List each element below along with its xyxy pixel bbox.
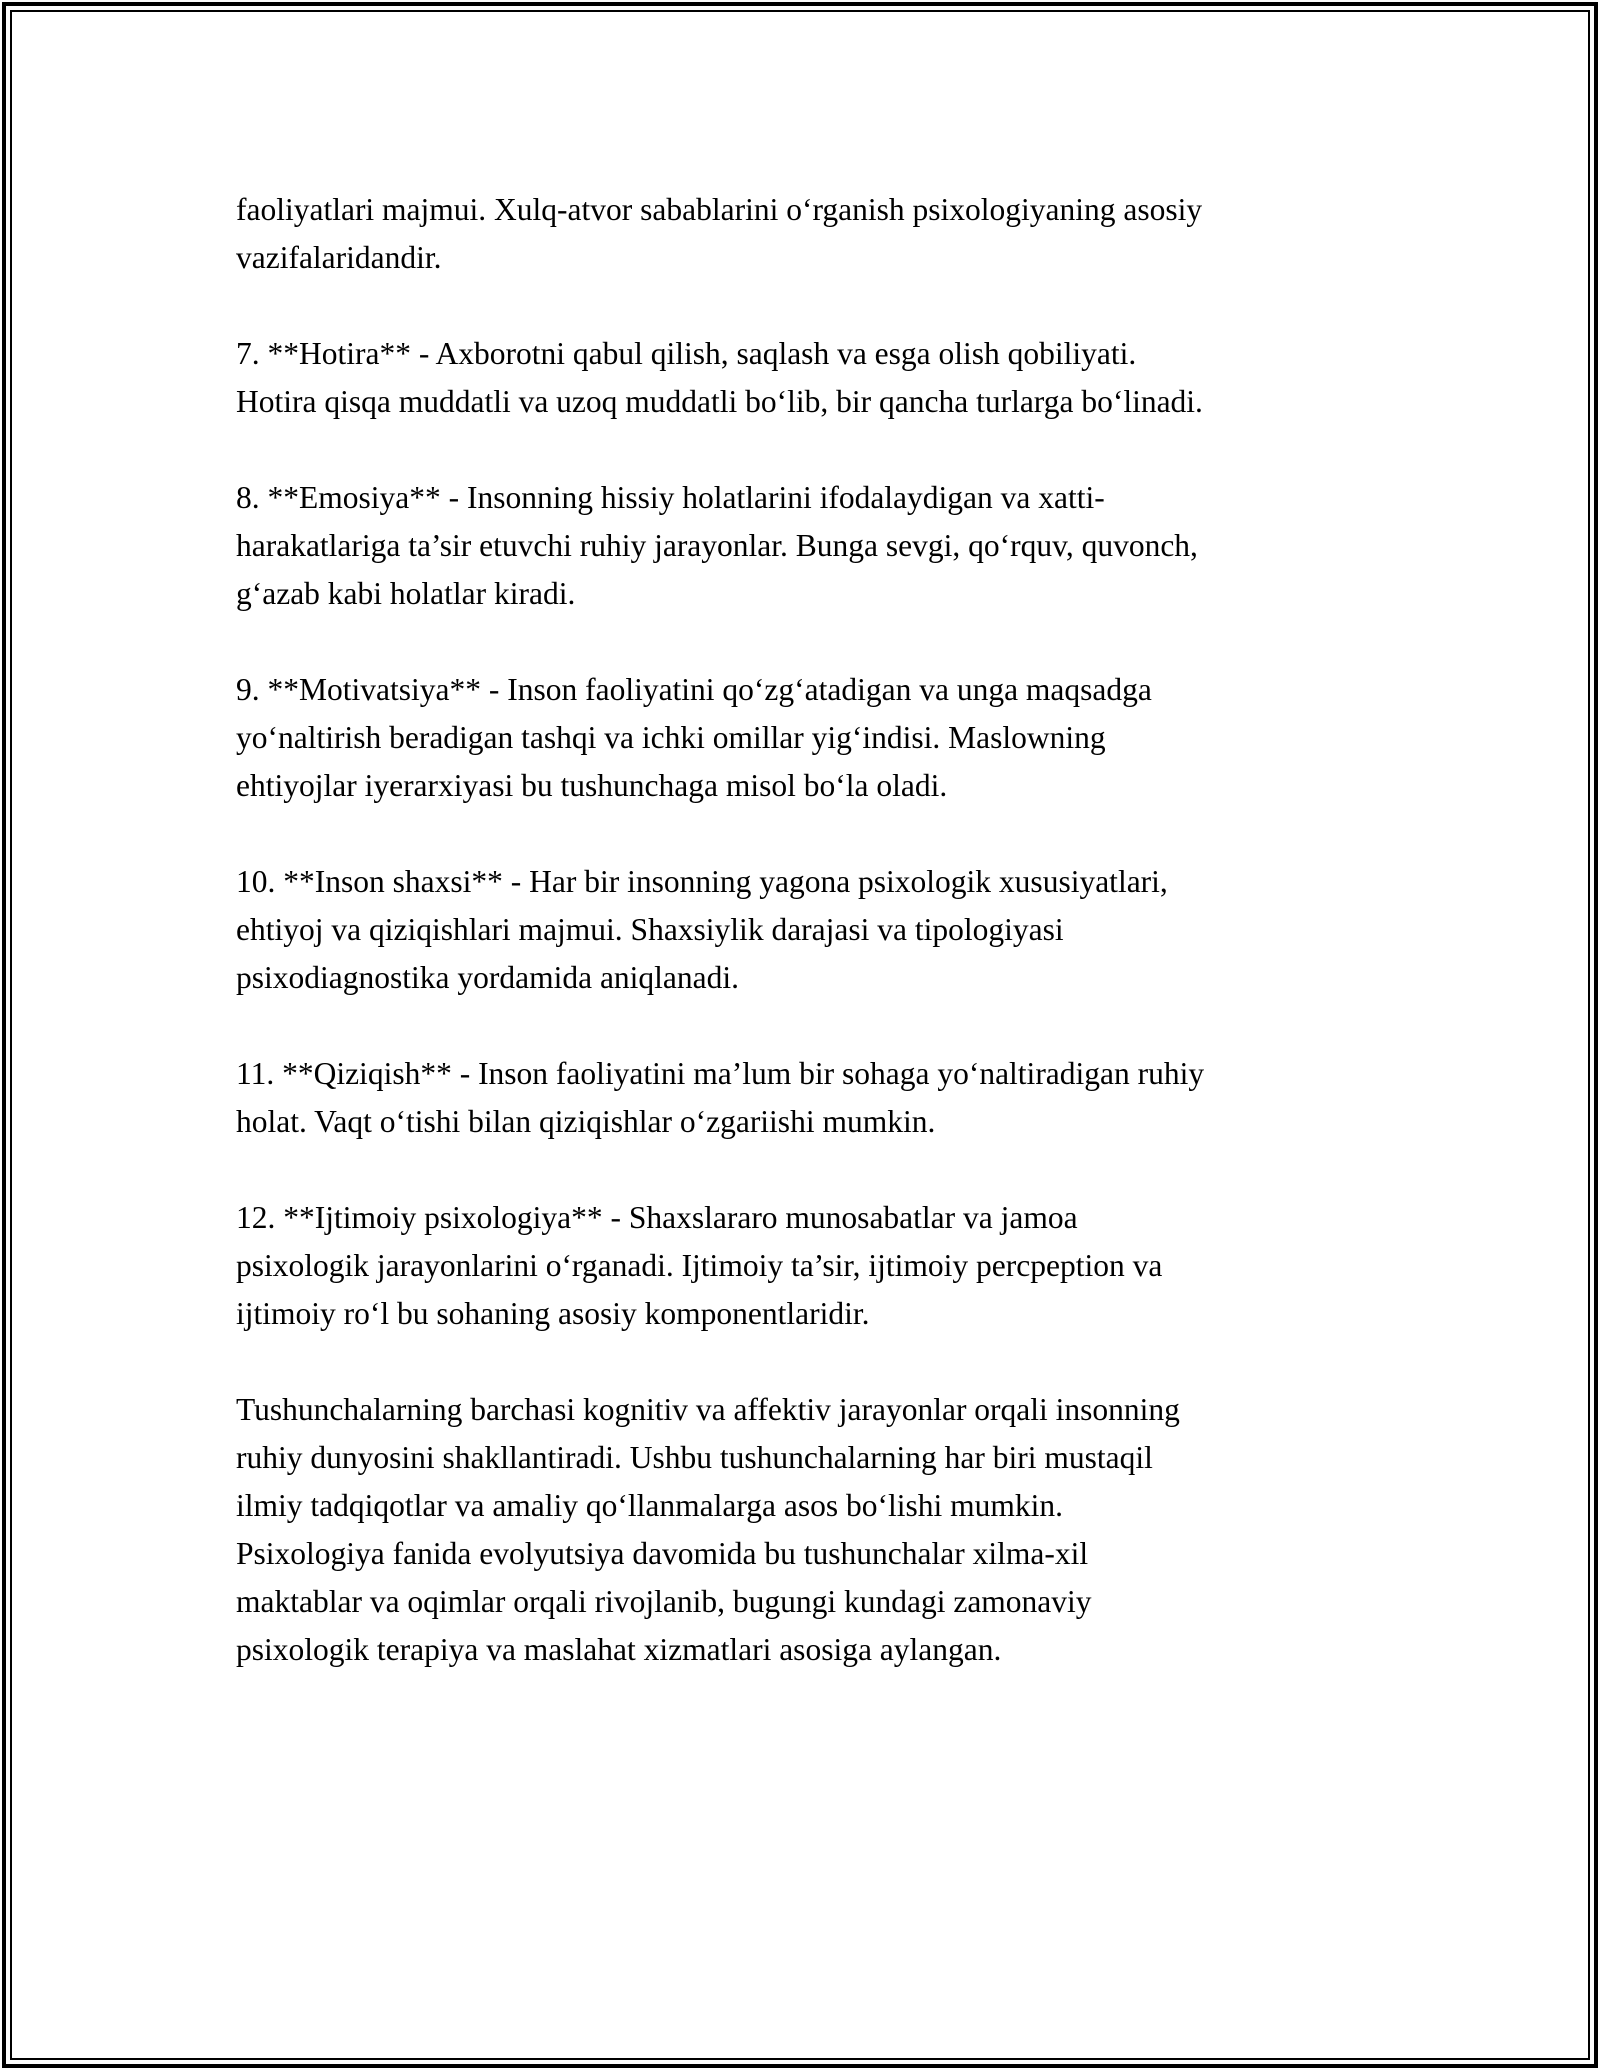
paragraph-conclusion: Tushunchalarning barchasi kognitiv va affektiv jarayonlar orqali insonning ruhiy dunyosini shakllantiradi. Ushbu tushunchalarning har biri mustaqil ilmiy tadqiqotlar va amaliy qo‘llanmalarga asos bo‘lishi mumkin. Psixologiya fanida evolyutsiya davomida bu tushunchalar xilma-xil maktablar va oqimlar orqali rivojlanib, bugungi kundagi zamonaviy psixologik terapiya va maslahat xizmatlari asosiga aylangan. — [236, 1392, 1180, 1667]
list-item-motivatsiya: 9. **Motivatsiya** - Inson faoliyatini qo‘zg‘atadigan va unga maqsadga yo‘naltirish beradigan tashqi va ichki omillar yig‘indisi. Maslowning ehtiyojlar iyerarxiyasi bu tushunchaga misol bo‘la oladi. — [236, 672, 1152, 803]
list-item-emosiya: 8. **Emosiya** - Insonning hissiy holatlarini ifodalaydigan va xatti- harakatlariga ta’sir etuvchi ruhiy jarayonlar. Bunga sevgi, qo‘rquv, quvonch, g‘azab kabi holatlar kiradi. — [236, 480, 1198, 611]
list-item-qiziqish: 11. **Qiziqish** - Inson faoliyatini ma’lum bir sohaga yo‘naltiradigan ruhiy holat. Vaqt o‘tishi bilan qiziqishlar o‘zgariishi mumkin. — [236, 1056, 1205, 1139]
list-item-inson-shaxsi: 10. **Inson shaxsi** - Har bir insonning yagona psixologik xususiyatlari, ehtiyoj va qiziqishlari majmui. Shaxsiylik darajasi va tipologiyasi psixodiagnostika yordamida aniqlanadi. — [236, 864, 1168, 995]
paragraph-continuation: faoliyatlari majmui. Xulq-atvor sabablarini o‘rganish psixologiyaning asosiy vazifalaridandir. — [236, 192, 1203, 275]
list-item-ijtimoiy-psixologiya: 12. **Ijtimoiy psixologiya** - Shaxslararo munosabatlar va jamoa psixologik jarayonlarini o‘rganadi. Ijtimoiy ta’sir, ijtimoiy percpeption va ijtimoiy ro‘l bu sohaning asosiy komponentlaridir. — [236, 1200, 1163, 1331]
list-item-hotira: 7. **Hotira** - Axborotni qabul qilish, saqlash va esga olish qobiliyati. Hotira qisqa muddatli va uzoq muddatli bo‘lib, bir qancha turlarga bo‘linadi. — [236, 336, 1203, 419]
document-body — [236, 186, 1376, 1674]
